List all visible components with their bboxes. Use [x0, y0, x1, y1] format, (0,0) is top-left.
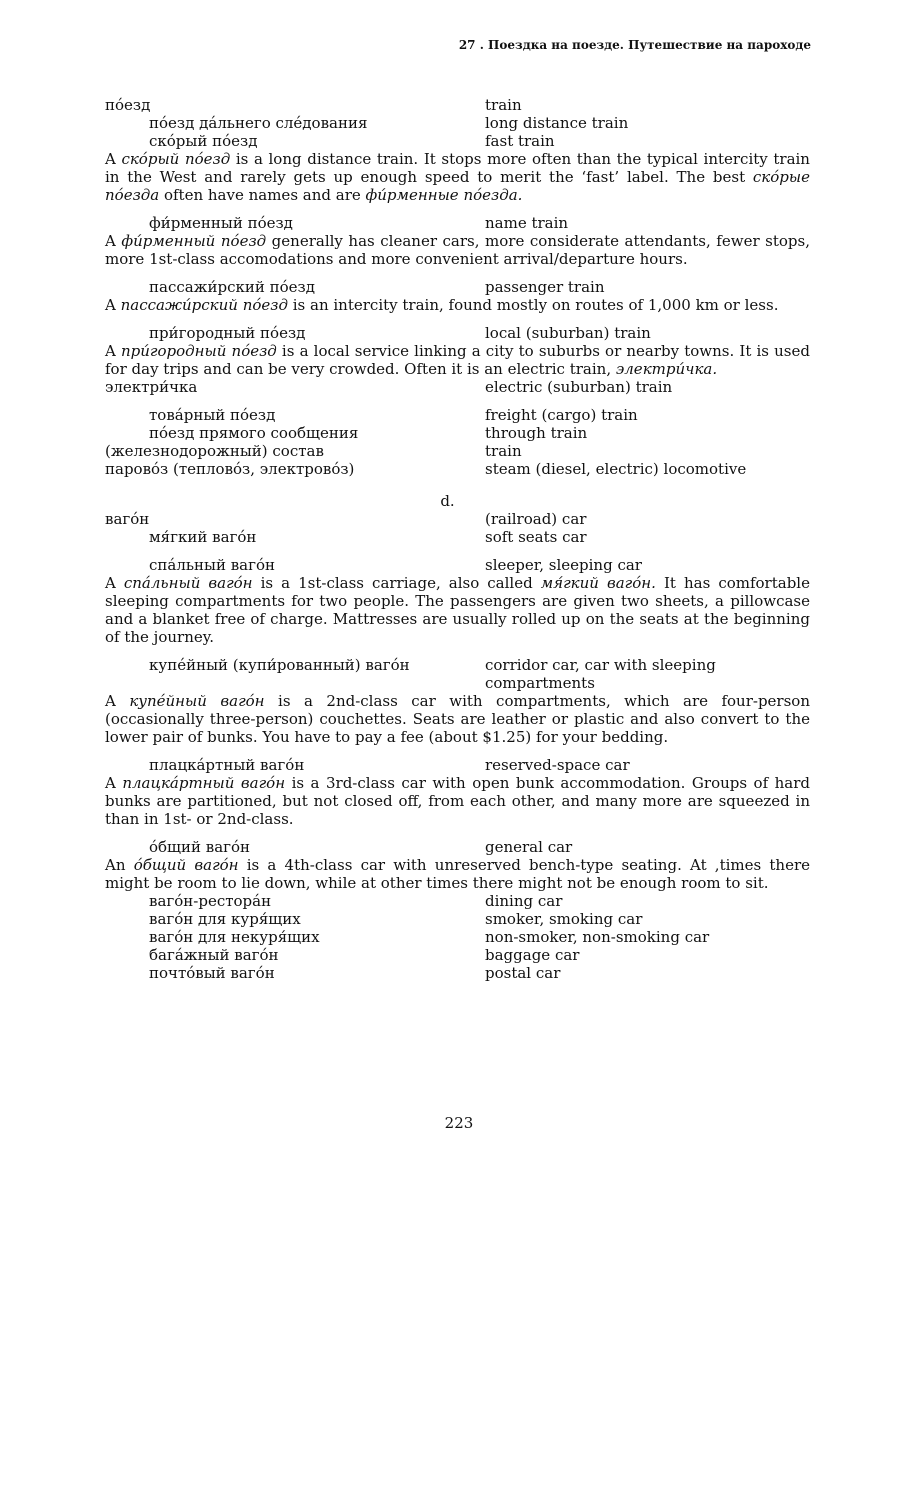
text-run: A	[105, 574, 124, 592]
spacer	[105, 396, 810, 406]
text-run: A	[105, 232, 122, 250]
italic-term: скóрый пóезд	[121, 150, 231, 168]
spacer	[105, 268, 810, 278]
italic-term: плацкáртный вагóн	[122, 774, 286, 792]
text-run: It has comfortable sleeping compartments for two people. The passengers are given two sheets, a pillowcase and a blanket free of charge. Mattresses are usually rolled up on the seats at the beginning of the journey.	[105, 574, 810, 646]
text-run: is an intercity train, found mostly on routes of 1,000 km or less.	[287, 296, 779, 314]
spacer	[105, 746, 810, 756]
spacer	[105, 314, 810, 324]
italic-term: спáльный вагóн	[123, 574, 253, 592]
russian-term: пóезд	[105, 96, 151, 114]
russian-term: вагóн	[105, 510, 150, 528]
text-run: A	[105, 774, 123, 792]
text-run: is a long distance train. It stops more often than the typical intercity train in the West and rarely gets up enough speed to merit the ‘fast’ label. The best	[105, 150, 810, 186]
english-translation: long distance train	[485, 114, 629, 132]
text-run: A	[105, 296, 121, 314]
english-translation: fast train	[485, 132, 555, 150]
italic-term: скóрые пóезда	[105, 168, 810, 204]
italic-term: при́городный пóезд	[120, 342, 277, 360]
russian-term: спáльный вагóн	[149, 556, 276, 574]
explanation-paragraph	[105, 774, 810, 828]
term-row	[105, 928, 810, 946]
russian-term: багáжный вагóн	[149, 946, 279, 964]
english-translation: electric (suburban) train	[485, 378, 673, 396]
explanation-paragraph	[105, 574, 810, 646]
text-run: is a 3rd-class car with open bunk accommodation. Groups of hard bunks are partitioned, but not closed off, from each other, and many more are squeezed in than in 1st- or 2nd-class.	[105, 774, 811, 828]
russian-term: скóрый пóезд	[149, 132, 258, 150]
term-row	[105, 528, 810, 546]
russian-term: óбщий вагóн	[149, 838, 251, 856]
russian-term: вагóн-ресторáн	[149, 892, 272, 910]
term-row	[105, 378, 810, 396]
section-marker	[105, 492, 810, 510]
term-row	[105, 278, 810, 296]
term-row	[105, 946, 810, 964]
italic-term: электри́чка.	[615, 360, 718, 378]
explanation-paragraph	[105, 856, 810, 892]
explanation-paragraph	[105, 342, 810, 378]
spacer	[105, 546, 810, 556]
text-run: is a 2nd-class car with compartments, which are four-person (occasionally three-person) couchettes. Seats are leather or plastic and also convert to the lower pair of bunks. You have to pay a fee (about $1.25) for your bedding.	[105, 692, 810, 746]
running-header: 27 . Поездка на поезде. Путешествие на пароходе	[458, 38, 811, 52]
english-translation: postal car	[485, 964, 561, 982]
text-run: A	[105, 692, 130, 710]
explanation-paragraph	[105, 692, 810, 746]
english-translation: general car	[485, 838, 573, 856]
spacer	[105, 646, 810, 656]
term-row	[105, 556, 810, 574]
term-row	[105, 442, 810, 460]
section-letter: d.	[440, 492, 455, 510]
english-translation: train	[485, 442, 522, 460]
text-run: An	[105, 856, 134, 874]
term-row	[105, 424, 810, 442]
term-row	[105, 406, 810, 424]
english-translation: train	[485, 96, 522, 114]
page-number: 223	[444, 1114, 474, 1132]
term-row	[105, 214, 810, 232]
text-run: is a 1st-class carriage, also called	[252, 574, 541, 592]
english-translation: non-smoker, non-smoking car	[485, 928, 710, 946]
term-row	[105, 656, 810, 692]
italic-term: пассажи́рский пóезд	[120, 296, 288, 314]
russian-term: купéйный (купи́рованный) вагóн	[149, 656, 410, 674]
english-translation: smoker, smoking car	[485, 910, 643, 928]
russian-term: пóезд прямого сообщения	[149, 424, 359, 442]
term-row	[105, 838, 810, 856]
term-row	[105, 892, 810, 910]
english-translation: name train	[485, 214, 569, 232]
english-translation: baggage car	[485, 946, 580, 964]
italic-term: фи́рменные пóезда.	[365, 186, 523, 204]
russian-term: вагóн для куря́щих	[149, 910, 301, 928]
english-translation: passenger train	[485, 278, 605, 296]
english-translation: local (suburban) train	[485, 324, 651, 342]
term-row	[105, 756, 810, 774]
term-row	[105, 114, 810, 132]
english-translation: sleeper, sleeping car	[485, 556, 642, 574]
spacer	[105, 204, 810, 214]
text-run: generally has cleaner cars, more considerate attendants, fewer stops, more 1st-class accomodations and more convenient arrival/departure hours.	[105, 232, 810, 268]
explanation-paragraph	[105, 232, 810, 268]
english-translation: soft seats car	[485, 528, 587, 546]
term-row	[105, 510, 810, 528]
russian-term: пóезд дáльнего слéдования	[149, 114, 368, 132]
text-run: is a 4th-class car with unreserved bench-type seating. At ,times there might be room to lie down, while at other times there might not be enough room to sit.	[105, 856, 810, 892]
russian-term: при́городный пóезд	[149, 324, 306, 342]
italic-term: фи́рменный пóезд	[121, 232, 267, 250]
russian-term: пассажи́рский пóезд	[149, 278, 315, 296]
term-row	[105, 910, 810, 928]
term-row	[105, 460, 810, 478]
glossary-content	[105, 96, 810, 982]
italic-term: мя́гкий вагóн.	[540, 574, 656, 592]
russian-term: паровóз (тепловóз, электровóз)	[105, 460, 355, 478]
text-run: A	[105, 150, 122, 168]
term-row	[105, 132, 810, 150]
russian-term: электри́чка	[105, 378, 198, 396]
english-translation: freight (cargo) train	[485, 406, 638, 424]
english-translation: through train	[485, 424, 588, 442]
english-translation: dining car	[485, 892, 563, 910]
text-run: often have names and are	[159, 186, 366, 204]
russian-term: товáрный пóезд	[149, 406, 276, 424]
russian-term: вагóн для некуря́щих	[149, 928, 320, 946]
russian-term: фи́рменный пóезд	[149, 214, 293, 232]
russian-term: мя́гкий вагóн	[149, 528, 257, 546]
explanation-paragraph	[105, 150, 810, 204]
russian-term: плацкáртный вагóн	[149, 756, 305, 774]
spacer	[105, 828, 810, 838]
english-translation: corridor car, car with sleeping compartments	[485, 656, 716, 692]
term-row	[105, 964, 810, 982]
english-translation: (railroad) car	[485, 510, 587, 528]
russian-term: почтóвый вагóн	[149, 964, 275, 982]
english-translation: steam (diesel, electric) locomotive	[485, 460, 747, 478]
english-translation: reserved-space car	[485, 756, 630, 774]
russian-term: (железнодорожный) состав	[105, 442, 324, 460]
text-run: is a local service linking a city to suburbs or nearby towns. It is used for day trips and can be very crowded. Often it is an electric train,	[105, 342, 810, 378]
text-run: A	[105, 342, 121, 360]
term-row	[105, 96, 810, 114]
italic-term: óбщий вагóн	[133, 856, 239, 874]
italic-term: купéйный вагóн	[129, 692, 265, 710]
explanation-paragraph	[105, 296, 810, 314]
term-row	[105, 324, 810, 342]
